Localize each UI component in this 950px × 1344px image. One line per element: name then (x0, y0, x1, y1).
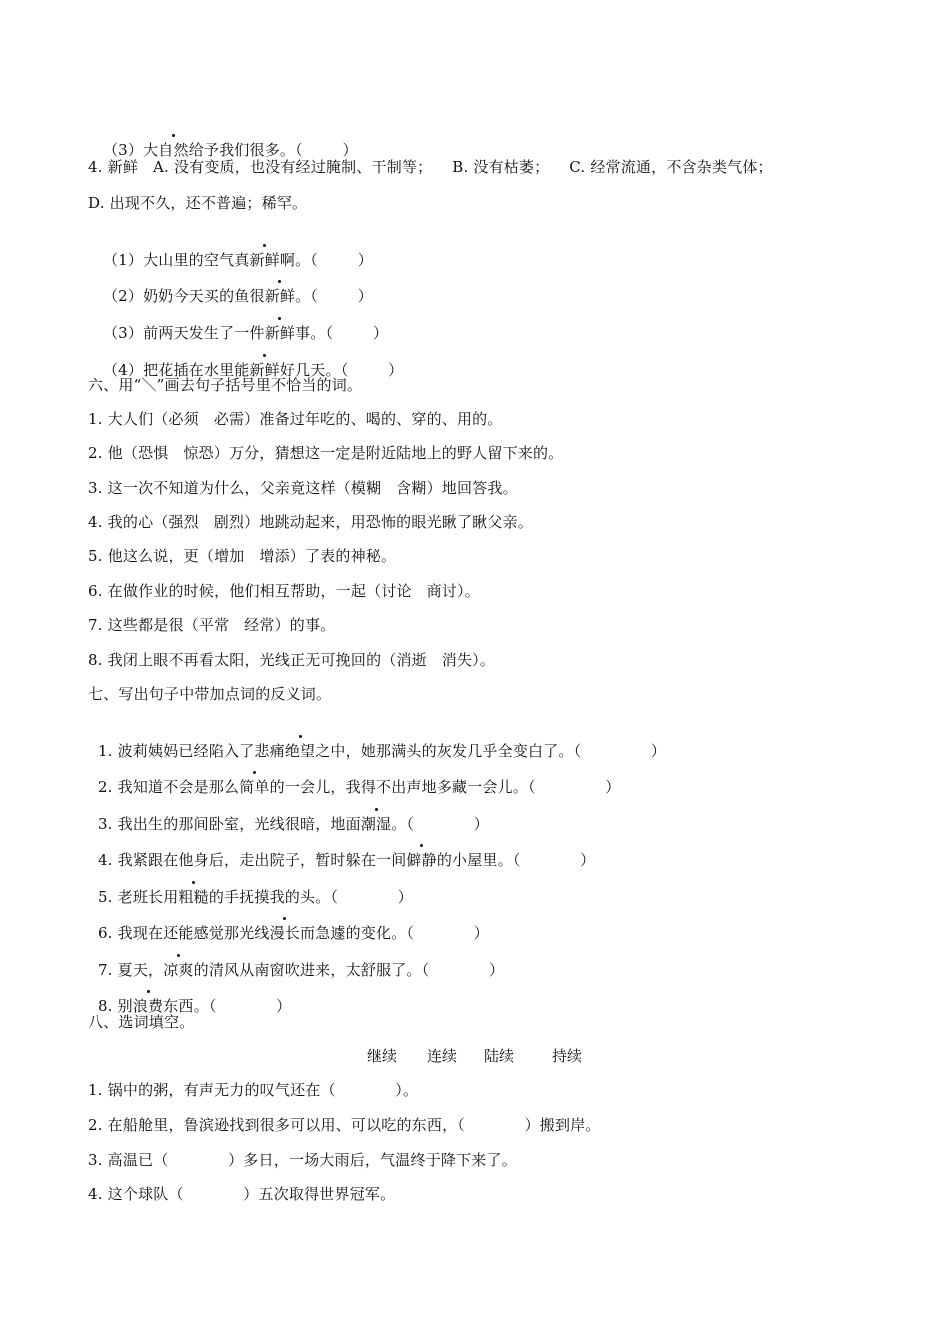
section-7-dotted-word: 潮湿 (360, 815, 392, 833)
section-8-item: 3. 高温已（ ）多日，一场大雨后，气温终于降下来了。 (88, 1151, 517, 1169)
q3-post: 给予我们很多。（ ） (188, 141, 358, 159)
section-7-item (88, 867, 413, 907)
xinxian-item-post: 。（ ） (295, 287, 373, 305)
section-7-item (88, 830, 595, 870)
section-7-dotted-word: 凉爽 (163, 961, 194, 979)
word-bank-item: 连续 (427, 1047, 458, 1065)
xinxian-item-dotted-word: 新鲜 (249, 251, 280, 269)
xinxian-item (93, 340, 403, 380)
section-8-heading: 八、选词填空。 (88, 1013, 195, 1031)
section-7-item-pre: 6. 我现在还能感觉那光线 (97, 924, 270, 942)
section-8-item: 4. 这个球队（ ）五次取得世界冠军。 (88, 1185, 396, 1203)
section-7-item-pre: 4. 我紧跟在他身后，走出院子，暂时躲在一间 (97, 851, 407, 869)
top-question-3 (93, 120, 358, 160)
q3-pre: （3）大 (102, 141, 159, 159)
section-7-item-post: 。（ ） (391, 815, 489, 833)
section-7-item (88, 721, 666, 761)
q3-dotted-word: 自然 (158, 141, 189, 159)
xinxian-item-dotted-word: 新鲜 (264, 287, 296, 305)
section-7-item (88, 757, 620, 797)
section-6-item: 1. 大人们（必须 必需）准备过年吃的、喝的、穿的、用的。 (88, 410, 503, 428)
section-7-item-pre: 5. 老班长用 (97, 888, 179, 906)
section-7-item-post: 的清风从南窗吹进来，太舒服了。（ ） (193, 961, 505, 979)
word-bank (367, 1046, 582, 1066)
section-7-item (88, 903, 489, 943)
section-7-item-post: 之中，她那满头的灰发几乎全变白了。（ ） (315, 742, 667, 760)
section-6-item: 4. 我的心（强烈 剧烈）地跳动起来，用恐怖的眼光瞅了瞅父亲。 (88, 513, 533, 531)
section-7-dotted-word: 粗糙 (178, 888, 209, 906)
section-8-item: 2. 在船舱里，鲁滨逊找到很多可以用、可以吃的东西，（ ）搬到岸。 (88, 1116, 601, 1134)
section-7-dotted-word: 僻静 (406, 851, 437, 869)
xinxian-item-pre: （1）大山里的空气真 (102, 251, 250, 269)
section-7-item-post: 的手抚摸我的头。（ ） (208, 888, 413, 906)
section-7-item (88, 976, 291, 1016)
section-7-dotted-word: 漫长 (269, 924, 301, 942)
xinxian-definition-line-1: 4. 新鲜 A. 没有变质，也没有经过腌制、干制等； B. 没有枯萎； C. 经常流通，不含杂类气体； (88, 158, 773, 176)
section-8-item: 1. 锅中的粥，有声无力的叹气还在（ ）。 (88, 1081, 419, 1099)
section-7-item-pre: 1. 波莉姨妈已经陷入了悲痛 (97, 742, 285, 760)
xinxian-item (93, 230, 373, 270)
section-6-item: 5. 他这么说，更（增加 增添）了表的神秘。 (88, 547, 397, 565)
section-7-item-pre: 7. 夏天， (97, 961, 164, 979)
xinxian-item-pre: （3）前两天发生了一件 (102, 324, 265, 342)
xinxian-item-pre: （4）把花插在水里能 (102, 361, 250, 379)
xinxian-item-post: 事。（ ） (295, 324, 389, 342)
section-6-item: 7. 这些都是很（平常 经常）的事。 (88, 616, 336, 634)
xinxian-item-dotted-word: 新鲜 (264, 324, 296, 342)
word-bank-item: 陆续 (484, 1047, 515, 1065)
word-bank-item: 持续 (552, 1047, 583, 1065)
xinxian-item-dotted-word: 新鲜 (249, 361, 280, 379)
section-7-item-pre: 2. 我知道不会是那么 (97, 778, 240, 796)
section-7-item-post: 的一会儿，我得不出声地多藏一会儿。（ ） (269, 778, 621, 796)
section-7-dotted-word: 浪费 (132, 997, 164, 1015)
xinxian-definition-line-2: D. 出现不久，还不普遍；稀罕。 (88, 194, 308, 212)
section-6-item: 3. 这一次不知道为什么，父亲竟这样（模糊 含糊）地回答我。 (88, 479, 518, 497)
section-7-heading: 七、写出句子中带加点词的反义词。 (88, 685, 332, 703)
word-bank-item: 继续 (367, 1047, 398, 1065)
xinxian-item-pre: （2）奶奶今天买的鱼很 (102, 287, 265, 305)
section-7-dotted-word: 绝望 (284, 742, 316, 760)
section-7-item-pre: 3. 我出生的那间卧室，光线很暗，地面 (97, 815, 361, 833)
section-6-item: 6. 在做作业的时候，他们相互帮助，一起（讨论 商讨）。 (88, 582, 480, 600)
section-6-item: 8. 我闭上眼不再看太阳，光线正无可挽回的（消逝 消失）。 (88, 651, 496, 669)
section-7-item-post: 东西。（ ） (163, 997, 292, 1015)
section-6-heading: 六、用“＼”画去句子括号里不恰当的词。 (88, 376, 363, 394)
section-7-item-post: 而急遽的变化。（ ） (300, 924, 489, 942)
section-7-item-post: 的小屋里。（ ） (436, 851, 596, 869)
section-6-item: 2. 他（恐惧 惊恐）万分，猜想这一定是附近陆地上的野人留下来的。 (88, 444, 564, 462)
xinxian-item-post: 好几天。（ ） (279, 361, 404, 379)
xinxian-item-post: 啊。（ ） (279, 251, 373, 269)
section-7-item (88, 940, 504, 980)
section-7-item-pre: 8. 别 (97, 997, 133, 1015)
section-7-dotted-word: 简单 (239, 778, 270, 796)
section-7-item (88, 794, 489, 834)
xinxian-item (93, 303, 388, 343)
xinxian-item (93, 266, 373, 306)
